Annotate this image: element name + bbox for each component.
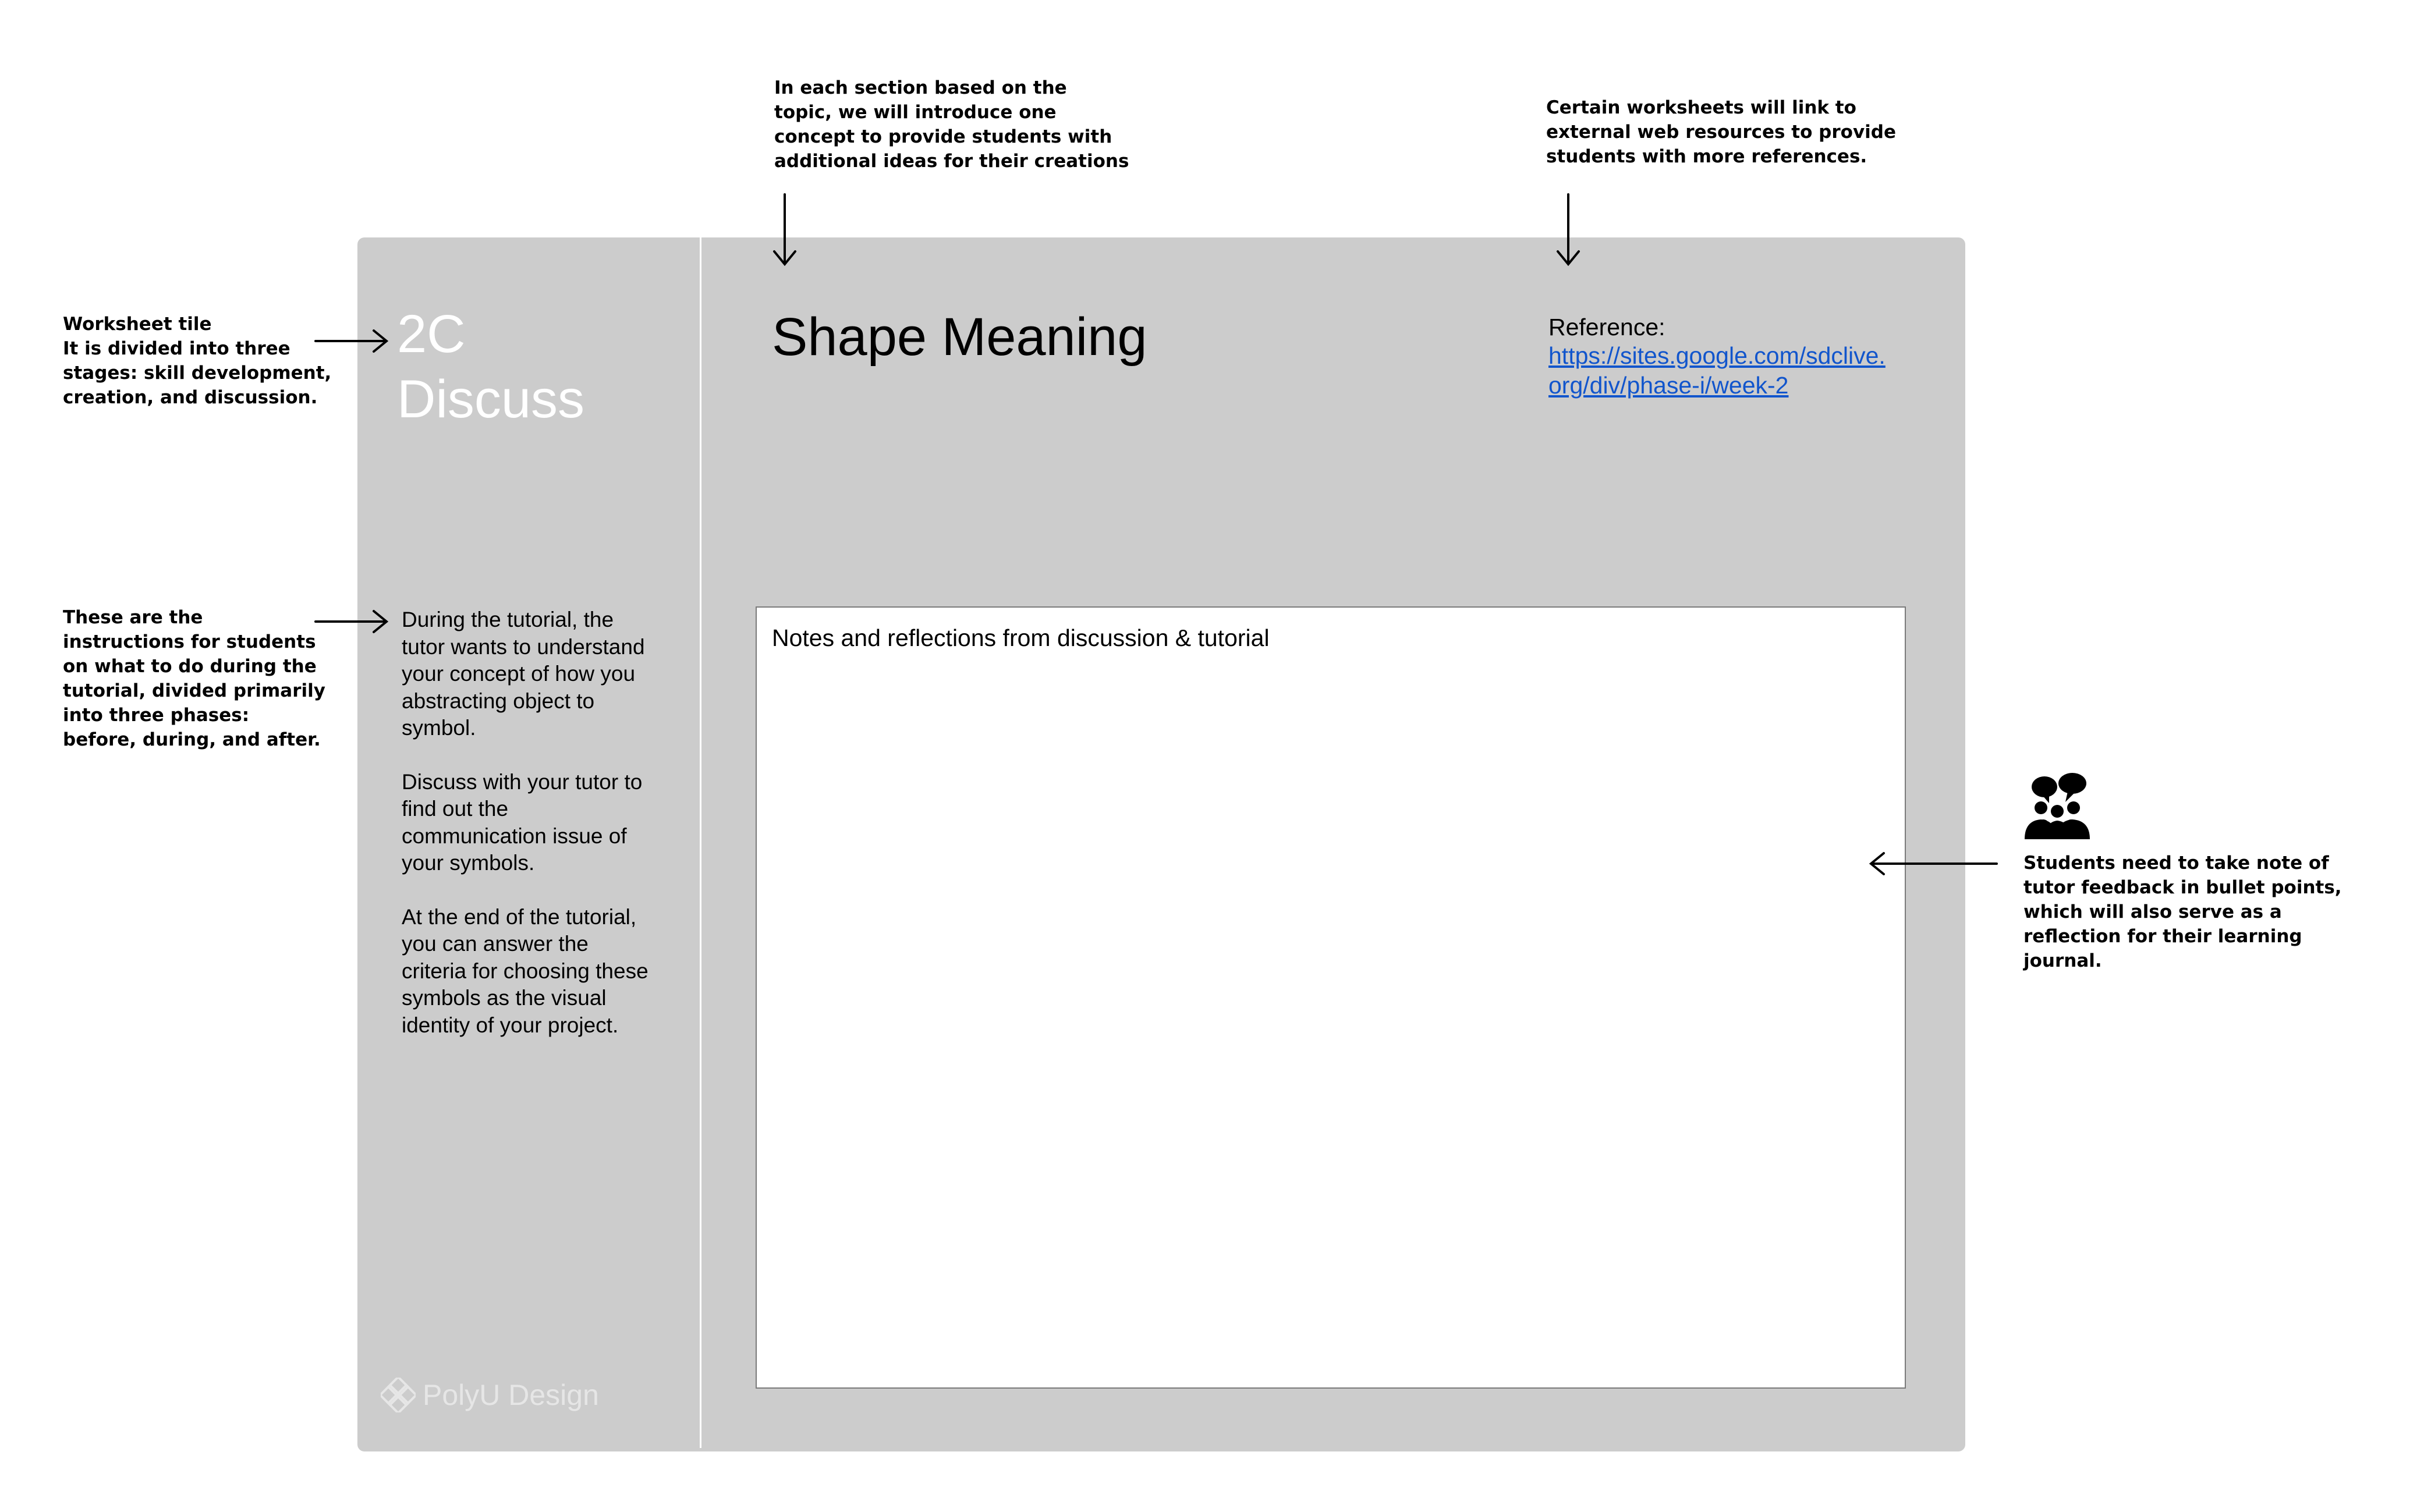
reference-annotation: Certain worksheets will link to external web resources to provide students with more references. bbox=[1546, 97, 1897, 167]
logo-text: PolyU Design bbox=[423, 1379, 599, 1411]
arrow-icon bbox=[1871, 853, 1997, 874]
instruction-paragraph: Discuss with your tutor to find out the communication issue of your symbols. bbox=[402, 769, 643, 875]
arrow-icon bbox=[774, 194, 795, 264]
reference-link[interactable]: https://sites.google.com/sdclive. org/div/phase-i/week-2 bbox=[1548, 342, 1886, 399]
arrow-icon bbox=[316, 611, 387, 632]
arrow-icon bbox=[316, 331, 387, 352]
notes-label: Notes and reflections from discussion & tutorial bbox=[772, 624, 1270, 651]
instruction-paragraph: At the end of the tutorial, you can answer the criteria for choosing these symbols as the visual identity of your project. bbox=[402, 904, 648, 1037]
reference-label: Reference: bbox=[1548, 314, 1665, 340]
tile-annotation: Worksheet tile It is divided into three stages: skill development, creation, and discussion. bbox=[63, 314, 332, 408]
concept-title: Shape Meaning bbox=[772, 307, 1147, 367]
worksheet-tile-title: 2C Discuss bbox=[397, 304, 585, 429]
instructions-annotation: These are the instructions for students on what to do during the tutorial, divided primarily into three phases: before, during, and after. bbox=[63, 607, 325, 750]
arrow-icon bbox=[1558, 194, 1579, 264]
concept-annotation: In each section based on the topic, we will introduce one concept to provide students with additional ideas for their creations bbox=[774, 77, 1129, 172]
notes-annotation: Students need to take note of tutor feedback in bullet points, which will also serve as a reflection for their learning journal. bbox=[2023, 853, 2342, 971]
group-discussion-icon bbox=[2025, 773, 2090, 839]
instruction-paragraph: During the tutorial, the tutor wants to understand your concept of how you abstracting object to symbol. bbox=[402, 608, 645, 740]
